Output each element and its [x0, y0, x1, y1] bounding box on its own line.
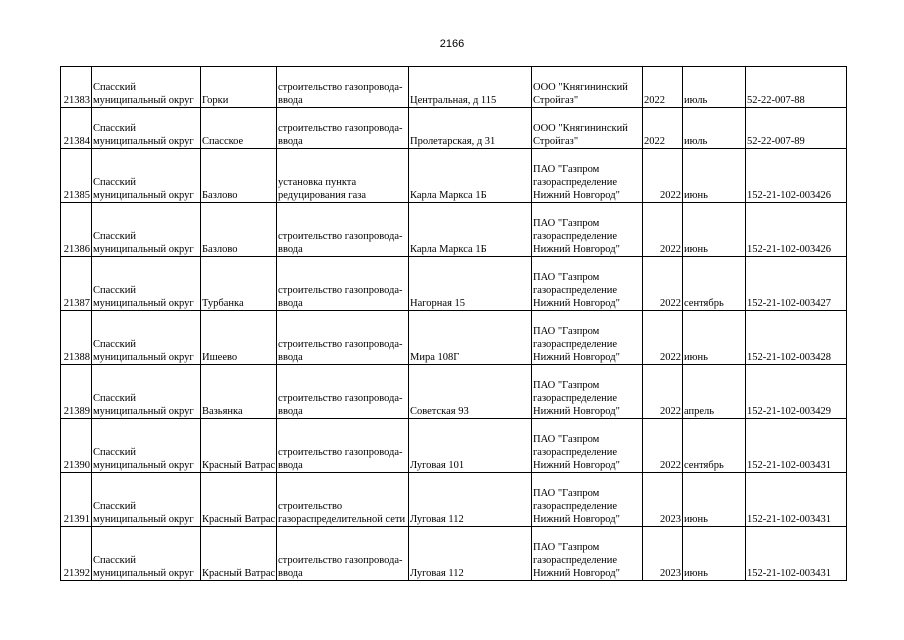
- cell-number: 21384: [61, 108, 92, 149]
- cell-code: 152-21-102-003429: [746, 365, 847, 419]
- cell-work-type: строительство газопровода- ввода: [277, 419, 409, 473]
- cell-contractor: ПАО "Газпром газораспределение Нижний Новгород": [532, 149, 643, 203]
- table-row: [61, 419, 847, 473]
- cell-year: 2022: [643, 311, 683, 365]
- cell-locality: Красный Ватрас: [201, 419, 277, 473]
- cell-work-type: строительство газопровода- ввода: [277, 311, 409, 365]
- cell-number: 21383: [61, 67, 92, 108]
- cell-work-type: строительство газопровода- ввода: [277, 257, 409, 311]
- cell-month: сентябрь: [683, 257, 746, 311]
- cell-number: 21385: [61, 149, 92, 203]
- table-row: [61, 149, 847, 203]
- page-number: 2166: [439, 38, 465, 50]
- cell-locality: Красный Ватрас: [201, 527, 277, 581]
- cell-month: июнь: [683, 203, 746, 257]
- table-body: [61, 67, 847, 581]
- cell-year: 2023: [643, 473, 683, 527]
- cell-district: Спасский муниципальный округ: [92, 473, 201, 527]
- cell-address: Луговая 112: [409, 473, 532, 527]
- cell-address: Нагорная 15: [409, 257, 532, 311]
- table-row: [61, 257, 847, 311]
- cell-code: 152-21-102-003431: [746, 419, 847, 473]
- cell-district: Спасский муниципальный округ: [92, 203, 201, 257]
- cell-code: 152-21-102-003426: [746, 203, 847, 257]
- cell-address: Мира 108Г: [409, 311, 532, 365]
- cell-code: 152-21-102-003431: [746, 527, 847, 581]
- cell-address: Карла Маркса 1Б: [409, 203, 532, 257]
- cell-month: июль: [683, 67, 746, 108]
- cell-number: 21387: [61, 257, 92, 311]
- cell-month: июнь: [683, 527, 746, 581]
- cell-contractor: ПАО "Газпром газораспределение Нижний Новгород": [532, 419, 643, 473]
- table-row: [61, 108, 847, 149]
- cell-contractor: ПАО "Газпром газораспределение Нижний Новгород": [532, 203, 643, 257]
- cell-code: 52-22-007-88: [746, 67, 847, 108]
- cell-district: Спасский муниципальный округ: [92, 257, 201, 311]
- cell-locality: Базлово: [201, 149, 277, 203]
- cell-address: Пролетарская, д 31: [409, 108, 532, 149]
- cell-work-type: строительство газопровода- ввода: [277, 365, 409, 419]
- cell-contractor: ООО "Княгининский Стройгаз": [532, 67, 643, 108]
- cell-work-type: строительство газопровода- ввода: [277, 527, 409, 581]
- table-row: [61, 527, 847, 581]
- cell-locality: Ишеево: [201, 311, 277, 365]
- cell-district: Спасский муниципальный округ: [92, 419, 201, 473]
- cell-district: Спасский муниципальный округ: [92, 67, 201, 108]
- cell-district: Спасский муниципальный округ: [92, 149, 201, 203]
- table-row: [61, 67, 847, 108]
- cell-address: Советская 93: [409, 365, 532, 419]
- cell-month: июль: [683, 108, 746, 149]
- table-row: [61, 365, 847, 419]
- cell-year: 2022: [643, 365, 683, 419]
- cell-work-type: строительство газораспределительной сети: [277, 473, 409, 527]
- cell-contractor: ПАО "Газпром газораспределение Нижний Новгород": [532, 365, 643, 419]
- cell-contractor: ПАО "Газпром газораспределение Нижний Новгород": [532, 527, 643, 581]
- cell-month: июнь: [683, 149, 746, 203]
- cell-district: Спасский муниципальный округ: [92, 365, 201, 419]
- cell-number: 21388: [61, 311, 92, 365]
- cell-address: Луговая 101: [409, 419, 532, 473]
- cell-contractor: ООО "Княгининский Стройгаз": [532, 108, 643, 149]
- cell-contractor: ПАО "Газпром газораспределение Нижний Новгород": [532, 311, 643, 365]
- cell-work-type: строительство газопровода- ввода: [277, 67, 409, 108]
- cell-year: 2022: [643, 108, 683, 149]
- cell-year: 2022: [643, 149, 683, 203]
- cell-work-type: установка пункта редуцирования газа: [277, 149, 409, 203]
- cell-address: Карла Маркса 1Б: [409, 149, 532, 203]
- cell-code: 152-21-102-003426: [746, 149, 847, 203]
- cell-work-type: строительство газопровода- ввода: [277, 108, 409, 149]
- table-row: [61, 473, 847, 527]
- cell-district: Спасский муниципальный округ: [92, 527, 201, 581]
- cell-locality: Базлово: [201, 203, 277, 257]
- cell-district: Спасский муниципальный округ: [92, 311, 201, 365]
- cell-code: 52-22-007-89: [746, 108, 847, 149]
- cell-month: июнь: [683, 473, 746, 527]
- table-row: [61, 311, 847, 365]
- registry-table: [60, 66, 847, 581]
- cell-month: апрель: [683, 365, 746, 419]
- cell-district: Спасский муниципальный округ: [92, 108, 201, 149]
- cell-locality: Турбанка: [201, 257, 277, 311]
- table-row: [61, 203, 847, 257]
- cell-year: 2022: [643, 419, 683, 473]
- cell-code: 152-21-102-003427: [746, 257, 847, 311]
- cell-year: 2023: [643, 527, 683, 581]
- cell-address: Центральная, д 115: [409, 67, 532, 108]
- cell-number: 21386: [61, 203, 92, 257]
- cell-code: 152-21-102-003431: [746, 473, 847, 527]
- cell-number: 21391: [61, 473, 92, 527]
- cell-contractor: ПАО "Газпром газораспределение Нижний Новгород": [532, 257, 643, 311]
- cell-year: 2022: [643, 67, 683, 108]
- cell-locality: Вазьянка: [201, 365, 277, 419]
- cell-locality: Горки: [201, 67, 277, 108]
- cell-month: сентябрь: [683, 419, 746, 473]
- cell-address: Луговая 112: [409, 527, 532, 581]
- cell-contractor: ПАО "Газпром газораспределение Нижний Новгород": [532, 473, 643, 527]
- cell-locality: Красный Ватрас: [201, 473, 277, 527]
- cell-number: 21389: [61, 365, 92, 419]
- cell-work-type: строительство газопровода- ввода: [277, 203, 409, 257]
- cell-month: июнь: [683, 311, 746, 365]
- cell-locality: Спасское: [201, 108, 277, 149]
- cell-code: 152-21-102-003428: [746, 311, 847, 365]
- cell-year: 2022: [643, 203, 683, 257]
- cell-number: 21392: [61, 527, 92, 581]
- cell-number: 21390: [61, 419, 92, 473]
- cell-year: 2022: [643, 257, 683, 311]
